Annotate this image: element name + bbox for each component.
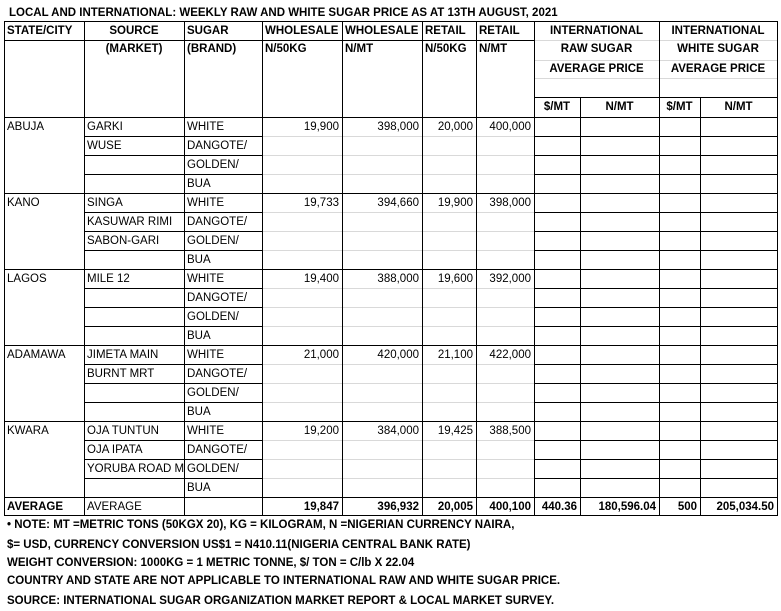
- row-divider-values: [262, 383, 534, 384]
- cell-wholesale-50kg: 21,000: [303, 349, 339, 361]
- header-wholesale-50kg-sub: N/50KG: [265, 43, 307, 55]
- header-intl-white-3: AVERAGE PRICE: [670, 63, 766, 75]
- cell-state: [4, 479, 84, 498]
- row-divider-source-brand: [84, 402, 262, 403]
- cell-wholesale-50kg: [262, 403, 342, 422]
- cell-sugar-brand: DANGOTE/: [187, 292, 248, 304]
- cell-wholesale-mt: [342, 441, 422, 460]
- cell-source-market: MILE 12: [87, 273, 130, 285]
- cell-retail-mt: [476, 365, 534, 384]
- cell-source-market: [84, 384, 184, 403]
- cell-retail-mt: [476, 156, 534, 175]
- cell-sugar-brand: DANGOTE/: [187, 368, 248, 380]
- cell-source-market: [84, 403, 184, 422]
- cell-retail-mt: [476, 384, 534, 403]
- cell-source-market: [84, 479, 184, 498]
- cell-retail-50kg: [422, 251, 476, 270]
- cell-state: [4, 289, 84, 308]
- row-divider-values: [262, 250, 534, 251]
- average-white-naira: 205,034.50: [716, 501, 774, 513]
- cell-sugar-brand: WHITE: [187, 121, 225, 133]
- header-white-usd-mt: $/MT: [666, 101, 693, 113]
- header-bottom-border: [4, 117, 777, 118]
- cell-sugar-brand: BUA: [187, 254, 211, 266]
- usd-header-top: [534, 97, 777, 98]
- intl-row-divider: [534, 421, 777, 422]
- header-retail-mt: RETAIL: [479, 25, 520, 37]
- column-divider: [659, 21, 660, 516]
- cell-wholesale-mt: [342, 213, 422, 232]
- average-raw-naira: 180,596.04: [598, 501, 656, 513]
- cell-wholesale-50kg: [262, 308, 342, 327]
- intl-row-divider: [534, 402, 777, 403]
- cell-wholesale-mt: [342, 479, 422, 498]
- cell-wholesale-50kg: 19,200: [303, 425, 339, 437]
- intl-row-divider: [534, 307, 777, 308]
- sheet-title: LOCAL AND INTERNATIONAL: WEEKLY RAW AND WHITE SUGAR PRICE AS AT 13TH AUGUST, 2021: [9, 7, 558, 19]
- cell-state: LAGOS: [7, 273, 47, 285]
- cell-wholesale-mt: 398,000: [377, 121, 419, 133]
- cell-wholesale-50kg: [262, 441, 342, 460]
- row-divider-source-brand: [84, 231, 262, 232]
- average-top-border: [4, 497, 777, 498]
- column-divider: [476, 21, 477, 516]
- cell-retail-50kg: 20,000: [437, 121, 473, 133]
- cell-retail-50kg: 19,900: [437, 197, 473, 209]
- cell-sugar-brand: WHITE: [187, 197, 225, 209]
- cell-retail-50kg: [422, 384, 476, 403]
- column-divider: [580, 97, 581, 516]
- cell-state: [4, 403, 84, 422]
- cell-retail-mt: 398,000: [489, 197, 531, 209]
- cell-wholesale-mt: [342, 137, 422, 156]
- cell-retail-50kg: [422, 460, 476, 479]
- column-divider: [534, 21, 535, 516]
- header-intl-white-2: WHITE SUGAR: [677, 43, 759, 55]
- cell-sugar-brand: GOLDEN/: [187, 159, 239, 171]
- row-divider-values: [262, 212, 534, 213]
- cell-state: [4, 156, 84, 175]
- header-retail-50kg-sub: N/50KG: [425, 43, 467, 55]
- intl-row-divider: [534, 326, 777, 327]
- header-intl-raw-1: INTERNATIONAL: [549, 25, 644, 37]
- intl-header-gridline: [534, 40, 777, 41]
- cell-wholesale-50kg: [262, 251, 342, 270]
- cell-source-market: YORUBA ROAD M: [87, 463, 184, 475]
- cell-source-market: WUSE: [87, 140, 122, 152]
- cell-state: [4, 251, 84, 270]
- cell-retail-mt: [476, 460, 534, 479]
- cell-state: ADAMAWA: [7, 349, 66, 361]
- cell-wholesale-mt: [342, 156, 422, 175]
- cell-state: [4, 460, 84, 479]
- cell-wholesale-50kg: [262, 479, 342, 498]
- cell-wholesale-50kg: [262, 384, 342, 403]
- cell-retail-50kg: 19,600: [437, 273, 473, 285]
- cell-state: [4, 175, 84, 194]
- header-white-naira-mt: N/MT: [724, 101, 753, 113]
- cell-retail-50kg: [422, 213, 476, 232]
- cell-retail-50kg: [422, 156, 476, 175]
- average-wholesale-50kg: 19,847: [303, 501, 339, 513]
- column-divider: [422, 21, 423, 516]
- cell-state: [4, 213, 84, 232]
- row-divider-source-brand: [84, 155, 262, 156]
- header-wholesale-mt-sub: N/MT: [345, 43, 374, 55]
- average-raw-usd: 440.36: [541, 501, 577, 513]
- note-line: WEIGHT CONVERSION: 1000KG = 1 METRIC TONNE, $/ TON = C/lb X 22.04: [7, 557, 415, 569]
- row-divider-values: [262, 155, 534, 156]
- intl-row-divider: [534, 269, 777, 270]
- row-divider-values: [262, 364, 534, 365]
- cell-retail-mt: [476, 308, 534, 327]
- average-retail-50kg: 20,005: [437, 501, 473, 513]
- header-intl-raw-2: RAW SUGAR: [560, 43, 633, 55]
- average-wholesale-mt: 396,932: [377, 501, 419, 513]
- cell-wholesale-mt: [342, 403, 422, 422]
- intl-row-divider: [534, 440, 777, 441]
- cell-wholesale-50kg: [262, 156, 342, 175]
- cell-retail-mt: [476, 232, 534, 251]
- row-divider-source-brand: [84, 383, 262, 384]
- cell-state: KWARA: [7, 425, 49, 437]
- average-label: AVERAGE: [7, 501, 64, 513]
- row-divider-values: [262, 174, 534, 175]
- cell-wholesale-mt: 394,660: [377, 197, 419, 209]
- row-divider-values: [262, 326, 534, 327]
- intl-row-divider: [534, 193, 777, 194]
- header-retail-mt-sub: N/MT: [479, 43, 508, 55]
- cell-wholesale-mt: [342, 365, 422, 384]
- average-retail-mt: 400,100: [489, 501, 531, 513]
- cell-retail-50kg: [422, 327, 476, 346]
- cell-sugar-brand: BUA: [187, 178, 211, 190]
- cell-retail-50kg: [422, 232, 476, 251]
- cell-wholesale-50kg: [262, 365, 342, 384]
- intl-row-divider: [534, 478, 777, 479]
- column-divider: [84, 21, 85, 516]
- cell-retail-mt: 392,000: [489, 273, 531, 285]
- cell-retail-50kg: [422, 308, 476, 327]
- row-divider-values: [262, 231, 534, 232]
- cell-source-market: SABON-GARI: [87, 235, 160, 247]
- cell-wholesale-50kg: 19,900: [303, 121, 339, 133]
- cell-sugar-brand: WHITE: [187, 349, 225, 361]
- note-line: • NOTE: MT =METRIC TONS (50KGX 20), KG = KILOGRAM, N =NIGERIAN CURRENCY NAIRA,: [7, 519, 515, 531]
- cell-wholesale-mt: [342, 308, 422, 327]
- cell-retail-mt: [476, 327, 534, 346]
- cell-wholesale-mt: [342, 327, 422, 346]
- cell-state: ABUJA: [7, 121, 45, 133]
- header-source-sub: (MARKET): [105, 43, 163, 55]
- cell-retail-mt: [476, 441, 534, 460]
- cell-wholesale-mt: [342, 232, 422, 251]
- cell-source-market: KASUWAR RIMI: [87, 216, 173, 228]
- header-retail-50kg: RETAIL: [425, 25, 466, 37]
- header-raw-usd-mt: $/MT: [543, 101, 571, 113]
- cell-retail-mt: 422,000: [489, 349, 531, 361]
- column-divider: [342, 21, 343, 516]
- header-intl-raw-3: AVERAGE PRICE: [549, 63, 644, 75]
- cell-source-market: [84, 175, 184, 194]
- cell-retail-50kg: [422, 289, 476, 308]
- cell-state: [4, 232, 84, 251]
- row-divider-values: [262, 440, 534, 441]
- cell-retail-mt: [476, 479, 534, 498]
- cell-retail-mt: [476, 213, 534, 232]
- row-divider-values: [262, 136, 534, 137]
- cell-sugar-brand: BUA: [187, 330, 211, 342]
- intl-row-divider: [534, 459, 777, 460]
- cell-source-market: BURNT MRT: [87, 368, 155, 380]
- row-divider-source-brand: [84, 478, 262, 479]
- average-white-usd: 500: [677, 501, 697, 513]
- cell-source-market: JIMETA MAIN: [87, 349, 159, 361]
- note-line: $= USD, CURRENCY CONVERSION US$1 = N410.11(NIGERIA CENTRAL BANK RATE): [7, 539, 471, 551]
- cell-source-market: [84, 156, 184, 175]
- cell-retail-50kg: [422, 137, 476, 156]
- intl-row-divider: [534, 212, 777, 213]
- cell-retail-50kg: 19,425: [437, 425, 473, 437]
- cell-state: KANO: [7, 197, 40, 209]
- cell-sugar-brand: GOLDEN/: [187, 387, 239, 399]
- intl-row-divider: [534, 231, 777, 232]
- header-sugar-sub: (BRAND): [187, 43, 237, 55]
- cell-retail-50kg: [422, 479, 476, 498]
- cell-state: [4, 137, 84, 156]
- cell-source-market: [84, 308, 184, 327]
- header-source: SOURCE: [109, 25, 159, 37]
- cell-wholesale-mt: [342, 460, 422, 479]
- cell-sugar-brand: GOLDEN/: [187, 311, 239, 323]
- header-intl-white-1: INTERNATIONAL: [671, 25, 765, 37]
- cell-retail-mt: [476, 175, 534, 194]
- cell-source-market: [84, 327, 184, 346]
- row-divider-source-brand: [84, 459, 262, 460]
- cell-wholesale-mt: 420,000: [377, 349, 419, 361]
- cell-wholesale-mt: [342, 251, 422, 270]
- cell-state: [4, 327, 84, 346]
- cell-wholesale-mt: [342, 175, 422, 194]
- cell-wholesale-mt: [342, 289, 422, 308]
- row-divider-source-brand: [84, 250, 262, 251]
- intl-row-divider: [534, 383, 777, 384]
- header-wholesale-50kg: WHOLESALE: [265, 25, 339, 37]
- cell-retail-50kg: [422, 175, 476, 194]
- cell-state: [4, 441, 84, 460]
- column-divider: [184, 21, 185, 516]
- cell-wholesale-mt: [342, 384, 422, 403]
- cell-sugar-brand: WHITE: [187, 273, 225, 285]
- intl-row-divider: [534, 288, 777, 289]
- header-wholesale-mt: WHOLESALE: [345, 25, 419, 37]
- note-line: SOURCE: INTERNATIONAL SUGAR ORGANIZATION MARKET REPORT & LOCAL MARKET SURVEY.: [7, 595, 555, 607]
- cell-retail-mt: [476, 289, 534, 308]
- intl-row-divider: [534, 250, 777, 251]
- row-divider-values: [262, 459, 534, 460]
- header-raw-naira-mt: N/MT: [605, 101, 634, 113]
- row-divider-source-brand: [84, 307, 262, 308]
- cell-wholesale-mt: 384,000: [377, 425, 419, 437]
- cell-sugar-brand: WHITE: [187, 425, 225, 437]
- row-divider-source-brand: [84, 212, 262, 213]
- row-divider-source-brand: [84, 288, 262, 289]
- cell-source-market: SINGA: [87, 197, 123, 209]
- column-divider: [4, 21, 5, 516]
- intl-header-gridline: [534, 60, 777, 61]
- cell-retail-50kg: [422, 441, 476, 460]
- table-bottom-border: [4, 515, 777, 516]
- row-divider-values: [262, 288, 534, 289]
- row-divider-values: [262, 307, 534, 308]
- cell-wholesale-50kg: 19,400: [303, 273, 339, 285]
- cell-retail-50kg: 21,100: [437, 349, 473, 361]
- column-divider: [777, 21, 778, 516]
- cell-sugar-brand: GOLDEN/: [187, 463, 239, 475]
- header-state-city: STATE/CITY: [7, 25, 73, 37]
- cell-retail-mt: [476, 137, 534, 156]
- cell-wholesale-50kg: 19,733: [303, 197, 339, 209]
- row-divider-values: [262, 402, 534, 403]
- cell-retail-mt: 388,500: [489, 425, 531, 437]
- table-top-border: [4, 21, 777, 22]
- cell-sugar-brand: BUA: [187, 482, 211, 494]
- cell-wholesale-50kg: [262, 327, 342, 346]
- intl-row-divider: [534, 174, 777, 175]
- intl-header-gridline: [534, 78, 777, 79]
- cell-sugar-brand: DANGOTE/: [187, 140, 248, 152]
- cell-retail-50kg: [422, 365, 476, 384]
- column-divider: [262, 21, 263, 516]
- cell-retail-mt: 400,000: [489, 121, 531, 133]
- cell-source-market: GARKI: [87, 121, 123, 133]
- cell-retail-50kg: [422, 403, 476, 422]
- cell-sugar-brand: GOLDEN/: [187, 235, 239, 247]
- cell-wholesale-50kg: [262, 232, 342, 251]
- cell-wholesale-50kg: [262, 289, 342, 308]
- cell-source-market: [84, 251, 184, 270]
- cell-source-market: OJA IPATA: [87, 444, 143, 456]
- cell-source-market: OJA TUNTUN: [87, 425, 159, 437]
- cell-state: [4, 384, 84, 403]
- row-divider-values: [262, 478, 534, 479]
- cell-wholesale-50kg: [262, 137, 342, 156]
- intl-row-divider: [534, 155, 777, 156]
- row-divider-source-brand: [84, 364, 262, 365]
- cell-wholesale-50kg: [262, 213, 342, 232]
- row-divider-source-brand: [84, 174, 262, 175]
- row-divider-source-brand: [84, 326, 262, 327]
- note-line: COUNTRY AND STATE ARE NOT APPLICABLE TO INTERNATIONAL RAW AND WHITE SUGAR PRICE.: [7, 575, 561, 587]
- row-divider-source-brand: [84, 136, 262, 137]
- cell-retail-mt: [476, 251, 534, 270]
- cell-state: [4, 308, 84, 327]
- header-sugar: SUGAR: [187, 25, 229, 37]
- cell-retail-mt: [476, 403, 534, 422]
- cell-wholesale-mt: 388,000: [377, 273, 419, 285]
- intl-row-divider: [534, 136, 777, 137]
- cell-source-market: [84, 289, 184, 308]
- column-divider: [700, 97, 701, 516]
- cell-sugar-brand: BUA: [187, 406, 211, 418]
- cell-wholesale-50kg: [262, 175, 342, 194]
- average-label-market: AVERAGE: [87, 501, 142, 513]
- intl-row-divider: [534, 345, 777, 346]
- row-divider-source-brand: [84, 440, 262, 441]
- cell-sugar-brand: DANGOTE/: [187, 216, 248, 228]
- cell-sugar-brand: DANGOTE/: [187, 444, 248, 456]
- intl-row-divider: [534, 364, 777, 365]
- cell-wholesale-50kg: [262, 460, 342, 479]
- cell-state: [4, 365, 84, 384]
